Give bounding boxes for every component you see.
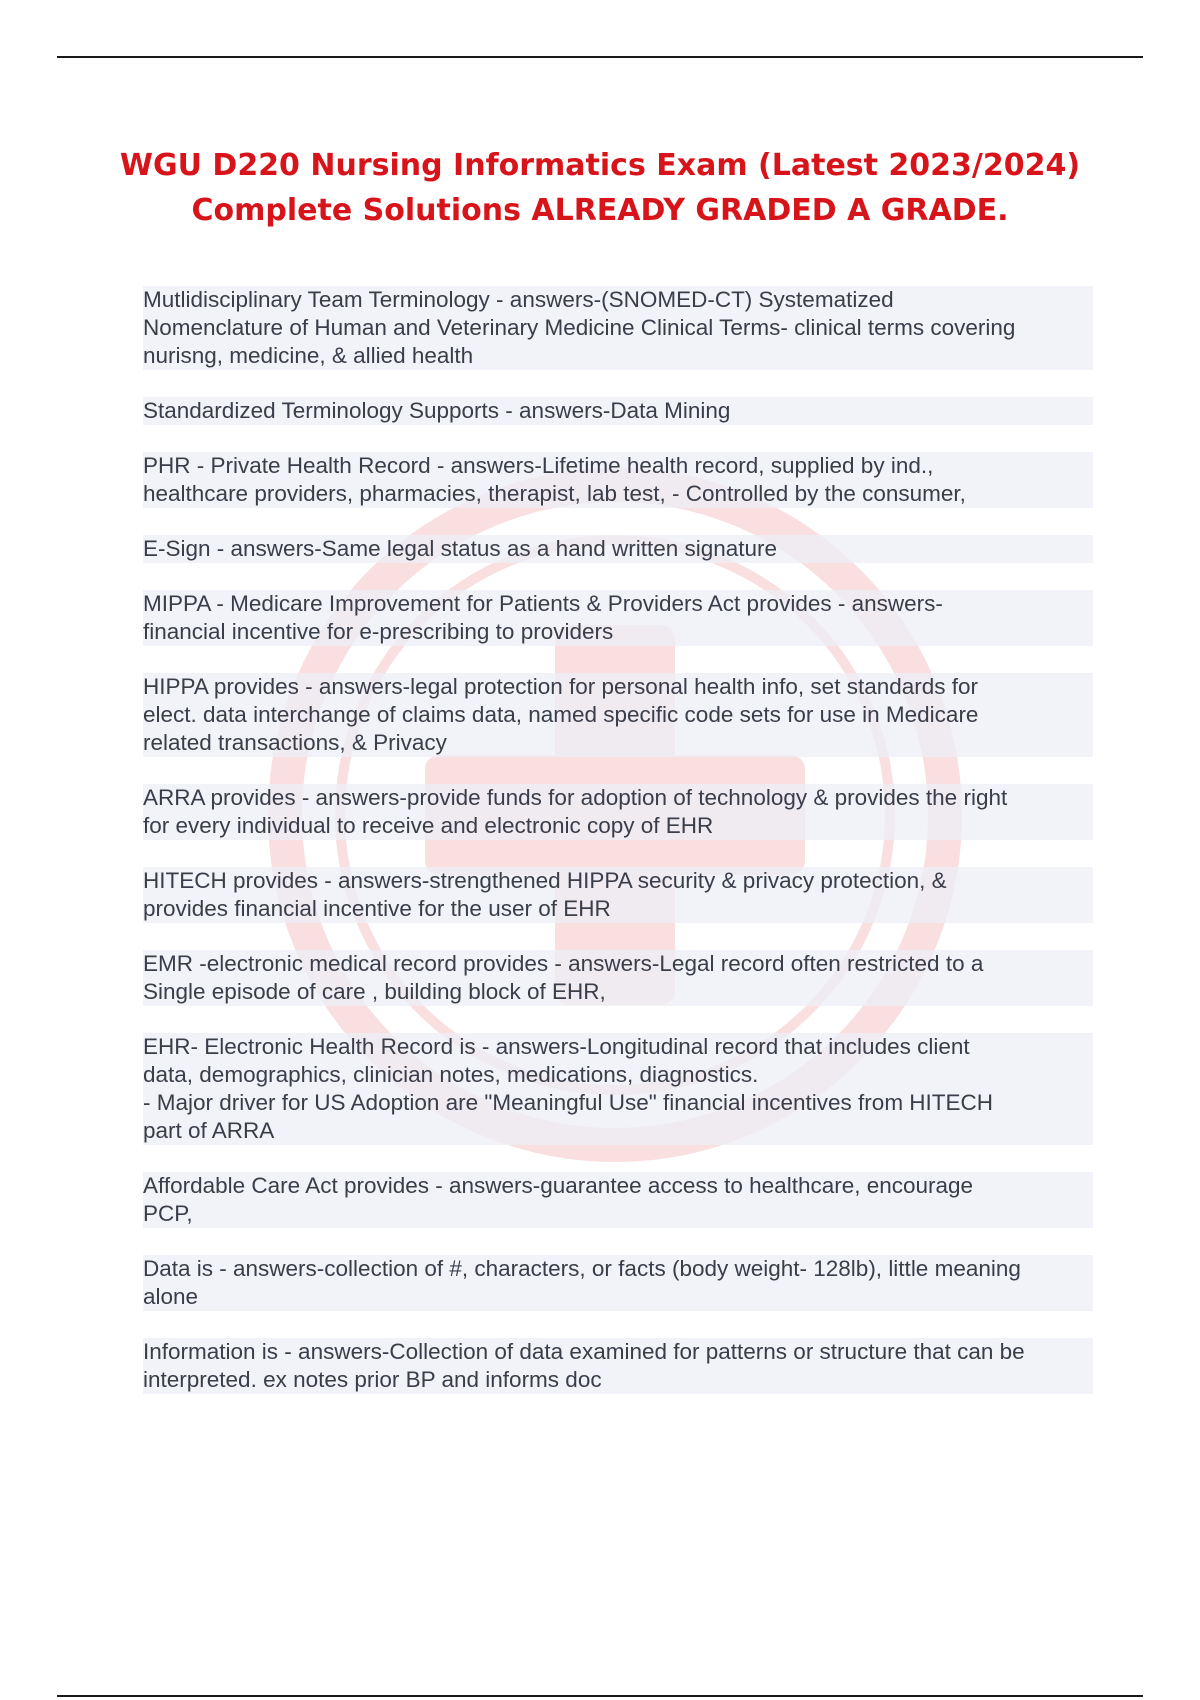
qa-entry xyxy=(143,1255,1093,1311)
qa-entry-text: HIPPA provides - answers-legal protection for personal health info, set standards for xyxy=(143,674,979,699)
qa-entry-text: provides financial incentive for the user of EHR xyxy=(143,896,611,921)
qa-entry xyxy=(143,673,1093,757)
qa-entry-text: PHR - Private Health Record - answers-Lifetime health record, supplied by ind., xyxy=(143,453,934,478)
qa-entry-text: Affordable Care Act provides - answers-guarantee access to healthcare, encourage xyxy=(143,1173,974,1198)
qa-entry-text: EHR- Electronic Health Record is - answers-Longitudinal record that includes client xyxy=(143,1034,970,1059)
qa-entry-text: data, demographics, clinician notes, medications, diagnostics. xyxy=(143,1062,759,1087)
qa-entry-text: Standardized Terminology Supports - answers-Data Mining xyxy=(143,398,731,423)
document-title xyxy=(57,143,1143,233)
qa-entry-text: nurisng, medicine, & allied health xyxy=(143,343,474,368)
qa-entry-text: PCP, xyxy=(143,1201,193,1226)
qa-entry-text: financial incentive for e-prescribing to providers xyxy=(143,619,614,644)
qa-entry xyxy=(143,1033,1093,1145)
qa-entry-text: Nomenclature of Human and Veterinary Medicine Clinical Terms- clinical terms covering xyxy=(143,315,1016,340)
qa-entry-text: MIPPA - Medicare Improvement for Patients & Providers Act provides - answers- xyxy=(143,591,943,616)
qa-entry-text: part of ARRA xyxy=(143,1118,275,1143)
qa-entry-text: related transactions, & Privacy xyxy=(143,730,447,755)
qa-entry xyxy=(143,784,1093,840)
qa-entry xyxy=(143,950,1093,1006)
qa-entry xyxy=(143,397,1093,425)
qa-entry-text: - Major driver for US Adoption are "Meaningful Use" financial incentives from HITECH xyxy=(143,1090,994,1115)
footer-divider xyxy=(57,1695,1143,1697)
qa-entry-text: Single episode of care , building block of EHR, xyxy=(143,979,606,1004)
qa-entry-text: Information is - answers-Collection of data examined for patterns or structure that can be xyxy=(143,1339,1025,1364)
qa-entry-text: EMR -electronic medical record provides - answers-Legal record often restricted to a xyxy=(143,951,984,976)
qa-entry xyxy=(143,452,1093,508)
qa-entry xyxy=(143,535,1093,563)
qa-entry-text: healthcare providers, pharmacies, therapist, lab test, - Controlled by the consumer, xyxy=(143,481,966,506)
qa-entry-text: Data is - answers-collection of #, characters, or facts (body weight- 128lb), little meaning xyxy=(143,1256,1021,1281)
qa-entry-text: Mutlidisciplinary Team Terminology - answers-(SNOMED-CT) Systematized xyxy=(143,287,894,312)
qa-list xyxy=(143,286,1093,1421)
header-divider xyxy=(57,56,1143,58)
qa-entry-text: E-Sign - answers-Same legal status as a hand written signature xyxy=(143,536,778,561)
qa-entry-text: for every individual to receive and electronic copy of EHR xyxy=(143,813,714,838)
qa-entry-text: alone xyxy=(143,1284,199,1309)
qa-entry-text: interpreted. ex notes prior BP and informs doc xyxy=(143,1367,602,1392)
qa-entry xyxy=(143,867,1093,923)
document-title-line-2: Complete Solutions ALREADY GRADED A GRADE. xyxy=(191,193,1009,228)
qa-entry-text: HITECH provides - answers-strengthened HIPPA security & privacy protection, & xyxy=(143,868,947,893)
qa-entry xyxy=(143,590,1093,646)
document-title-line-1: WGU D220 Nursing Informatics Exam (Latest 2023/2024) xyxy=(119,148,1081,183)
qa-entry xyxy=(143,1338,1093,1394)
qa-entry-text: elect. data interchange of claims data, named specific code sets for use in Medicare xyxy=(143,702,979,727)
qa-entry-text: ARRA provides - answers-provide funds for adoption of technology & provides the right xyxy=(143,785,1008,810)
qa-entry xyxy=(143,1172,1093,1228)
qa-entry xyxy=(143,286,1093,370)
